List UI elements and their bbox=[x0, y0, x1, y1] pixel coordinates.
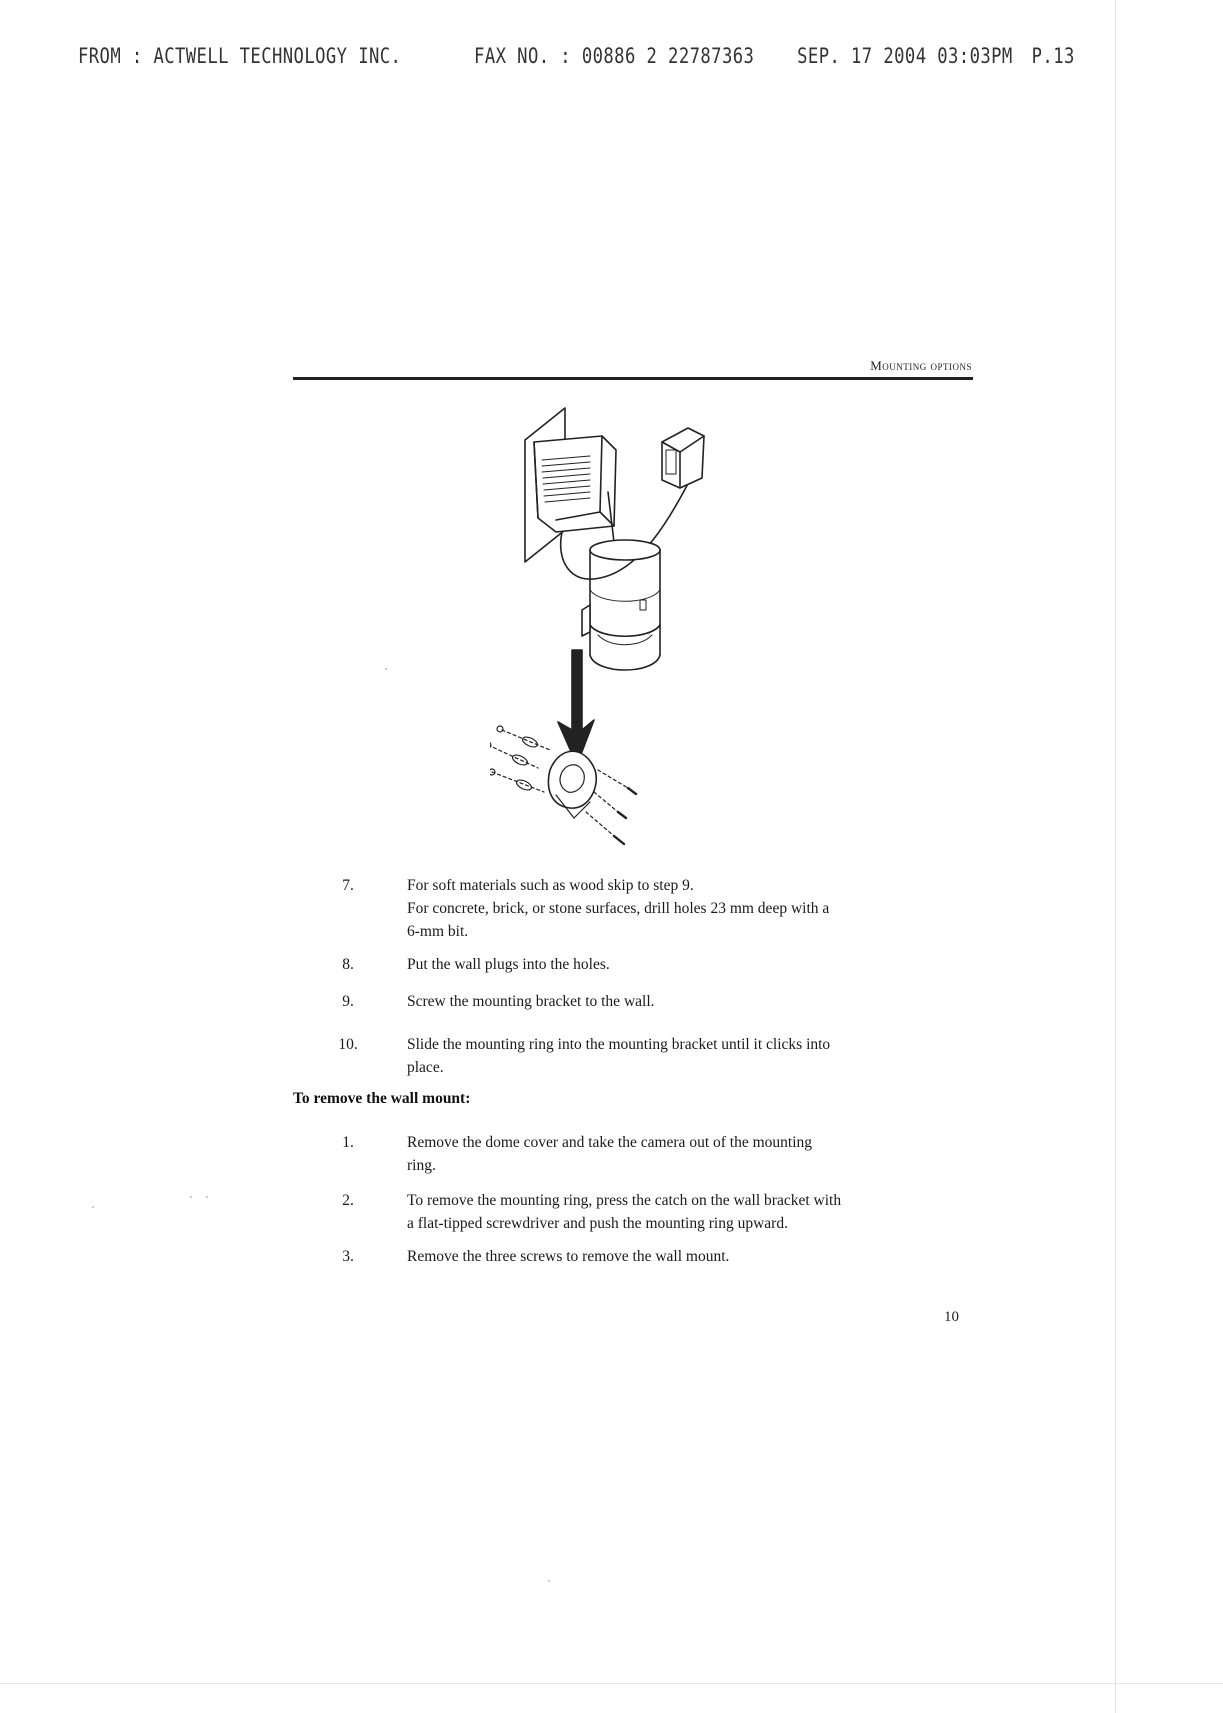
scan-speck bbox=[190, 1196, 192, 1198]
mounting-bracket-icon bbox=[548, 751, 596, 818]
scan-speck bbox=[385, 668, 387, 670]
step-text bbox=[407, 953, 967, 976]
fax-from: FROM : ACTWELL TECHNOLOGY INC. bbox=[78, 44, 402, 68]
step-number: 1. bbox=[342, 1134, 354, 1151]
step-text bbox=[407, 874, 967, 943]
remove-wall-mount-heading: To remove the wall mount: bbox=[293, 1090, 471, 1107]
step-number: 7. bbox=[342, 877, 354, 894]
step-text bbox=[407, 1189, 967, 1235]
step-line: a flat-tipped screwdriver and push the mounting ring upward. bbox=[407, 1215, 788, 1232]
step-line: Screw the mounting bracket to the wall. bbox=[407, 993, 655, 1010]
step-line: To remove the mounting ring, press the catch on the wall bracket with bbox=[407, 1192, 842, 1209]
step-text bbox=[407, 1033, 967, 1079]
page-number: 10 bbox=[944, 1309, 959, 1325]
camera-body-icon bbox=[582, 540, 660, 670]
power-adapter-icon bbox=[534, 436, 616, 532]
step-number: 10. bbox=[338, 1036, 358, 1053]
step-line: Remove the dome cover and take the camera out of the mounting bbox=[407, 1134, 813, 1151]
step-number: 8. bbox=[342, 956, 354, 973]
step-text bbox=[407, 1131, 967, 1177]
step-number: 2. bbox=[342, 1192, 354, 1209]
fax-header bbox=[78, 44, 1075, 74]
fax-number: FAX NO. : 00886 2 22787363 bbox=[474, 44, 755, 68]
scan-speck bbox=[548, 1580, 550, 1582]
step-number: 9. bbox=[342, 993, 354, 1010]
switch-box-icon bbox=[662, 428, 704, 488]
wall-mount-installation-illustration bbox=[490, 400, 720, 850]
step-text bbox=[407, 990, 967, 1013]
step-text bbox=[407, 1245, 967, 1268]
page-edge-line bbox=[1115, 0, 1116, 1713]
page-bottom-line bbox=[0, 1683, 1223, 1684]
step-line: For concrete, brick, or stone surfaces, drill holes 23 mm deep with a bbox=[407, 900, 830, 917]
step-line: place. bbox=[407, 1059, 444, 1076]
section-title: Mounting options bbox=[870, 358, 972, 373]
step-line: Slide the mounting ring into the mounting bracket until it clicks into bbox=[407, 1036, 831, 1053]
step-line: 6-mm bit. bbox=[407, 923, 469, 940]
section-rule bbox=[293, 377, 973, 380]
fax-page: P.13 bbox=[1031, 44, 1075, 68]
step-line: ring. bbox=[407, 1157, 436, 1174]
step-line: Put the wall plugs into the holes. bbox=[407, 956, 610, 973]
step-line: For soft materials such as wood skip to step 9. bbox=[407, 877, 694, 894]
fax-datetime: SEP. 17 2004 03:03PM bbox=[797, 44, 1013, 68]
step-number: 3. bbox=[342, 1248, 354, 1265]
down-arrow-icon bbox=[558, 650, 594, 765]
scan-speck bbox=[92, 1206, 94, 1208]
scan-speck bbox=[206, 1196, 208, 1198]
step-line: Remove the three screws to remove the wall mount. bbox=[407, 1248, 730, 1265]
